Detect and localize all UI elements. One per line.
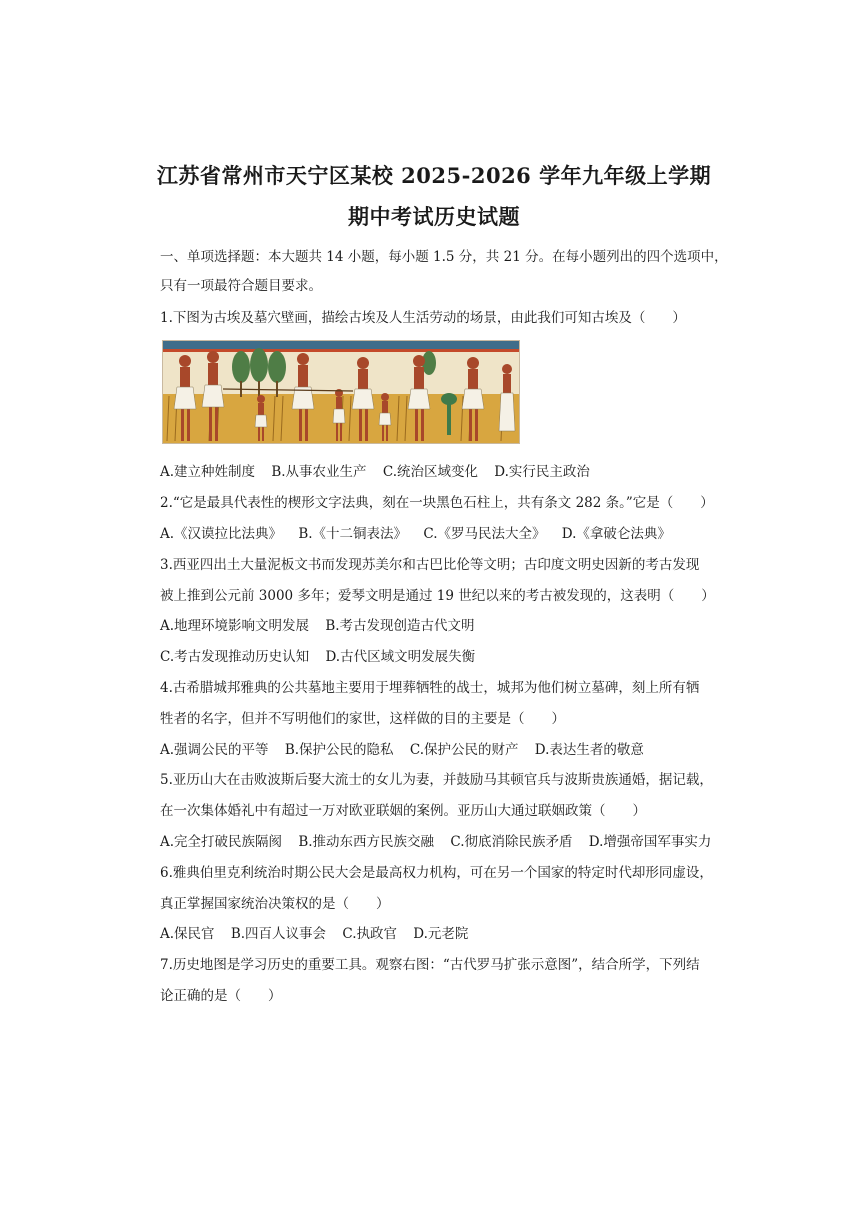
q4-option-b[interactable]: B.保护公民的隐私	[284, 742, 394, 758]
q2-option-d[interactable]: D.《拿破仑法典》	[561, 526, 671, 542]
q6-options	[160, 922, 480, 942]
q7-stem-line2: 论正确的是（ ）	[160, 988, 282, 1004]
q2-stem: 2.“它是最具代表性的楔形文字法典，刻在一块黑色石柱上，共有条文 282 条。”它是（ ）	[160, 495, 714, 511]
q3-options-row2	[160, 645, 487, 665]
q6-stem-line2: 真正掌握国家统治决策权的是（ ）	[160, 896, 390, 912]
q6-option-b[interactable]: B.四百人议事会	[230, 926, 327, 942]
q2-option-a[interactable]: A.《汉谟拉比法典》	[160, 526, 283, 542]
q3-option-c[interactable]: C.考古发现推动历史认知	[160, 649, 310, 665]
q3-option-a[interactable]: A.地理环境影响文明发展	[160, 618, 310, 634]
q3-option-b[interactable]: B.考古发现创造古代文明	[325, 618, 475, 634]
q4-option-c[interactable]: C.保护公民的财产	[409, 742, 519, 758]
exam-title-line2: 期中考试历史试题	[348, 204, 520, 229]
q2-options	[160, 522, 683, 542]
q6-option-c[interactable]: C.执政官	[342, 926, 397, 942]
instructions-line2: 只有一项最符合题目要求。	[160, 278, 322, 294]
q5-stem-line2: 在一次集体婚礼中有超过一万对欧亚联姻的案例。亚历山大通过联姻政策（ ）	[160, 803, 646, 819]
q5-option-d[interactable]: D.增强帝国军事实力	[588, 834, 712, 850]
q1-option-c[interactable]: C.统治区域变化	[382, 464, 478, 480]
q5-option-b[interactable]: B.推动东西方民族交融	[298, 834, 435, 850]
instructions-line1: 一、单项选择题：本大题共 14 小题，每小题 1.5 分，共 21 分。在每小题列出的四个选项中，	[160, 249, 728, 265]
q4-option-a[interactable]: A.强调公民的平等	[160, 742, 269, 758]
q3-option-d[interactable]: D.古代区域文明发展失衡	[325, 649, 476, 665]
q4-stem-line2: 牲者的名字，但并不写明他们的家世，这样做的目的主要是（ ）	[160, 711, 565, 727]
q6-option-a[interactable]: A.保民官	[160, 926, 215, 942]
q4-options	[160, 738, 656, 758]
q1-stem: 1.下图为古埃及墓穴壁画，描绘古埃及人生活劳动的场景，由此我们可知古埃及（ ）	[160, 310, 686, 326]
q2-option-c[interactable]: C.《罗马民法大全》	[423, 526, 546, 542]
q4-option-d[interactable]: D.表达生者的敬意	[534, 742, 644, 758]
exam-title-line1: 江苏省常州市天宁区某校 2025-2026 学年九年级上学期	[156, 163, 712, 188]
q3-options-row1	[160, 614, 487, 634]
q2-option-b[interactable]: B.《十二铜表法》	[298, 526, 408, 542]
q1-option-d[interactable]: D.实行民主政治	[494, 464, 590, 480]
q3-stem-line2: 被上推到公元前 3000 多年；爱琴文明是通过 19 世纪以来的考古被发现的，这表明（ ）	[160, 588, 715, 604]
q7-stem-line1: 7.历史地图是学习历史的重要工具。观察右图：“古代罗马扩张示意图”，结合所学，下列结	[160, 957, 700, 973]
q5-stem-line1: 5.亚历山大在击败波斯后娶大流士的女儿为妻，并鼓励马其顿官兵与波斯贵族通婚，据记载，	[160, 772, 713, 788]
q3-stem-line1: 3.西亚四出土大量泥板文书而发现苏美尔和古巴比伦等文明；古印度文明史因新的考古发现	[160, 557, 700, 573]
q4-stem-line1: 4.古希腊城邦雅典的公共墓地主要用于埋葬牺牲的战士，城邦为他们树立墓碑，刻上所有牺	[160, 680, 700, 696]
q5-option-a[interactable]: A.完全打破民族隔阂	[160, 834, 283, 850]
egyptian-tomb-painting	[162, 340, 520, 444]
q5-option-c[interactable]: C.彻底消除民族矛盾	[450, 834, 573, 850]
q1-option-a[interactable]: A.建立种姓制度	[160, 464, 256, 480]
q5-options	[160, 830, 723, 850]
q1-option-b[interactable]: B.从事农业生产	[271, 464, 367, 480]
q6-option-d[interactable]: D.元老院	[413, 926, 469, 942]
q6-stem-line1: 6.雅典伯里克利统治时期公民大会是最高权力机构，可在另一个国家的特定时代却形同虚设，	[160, 865, 713, 881]
q1-options	[160, 460, 602, 480]
